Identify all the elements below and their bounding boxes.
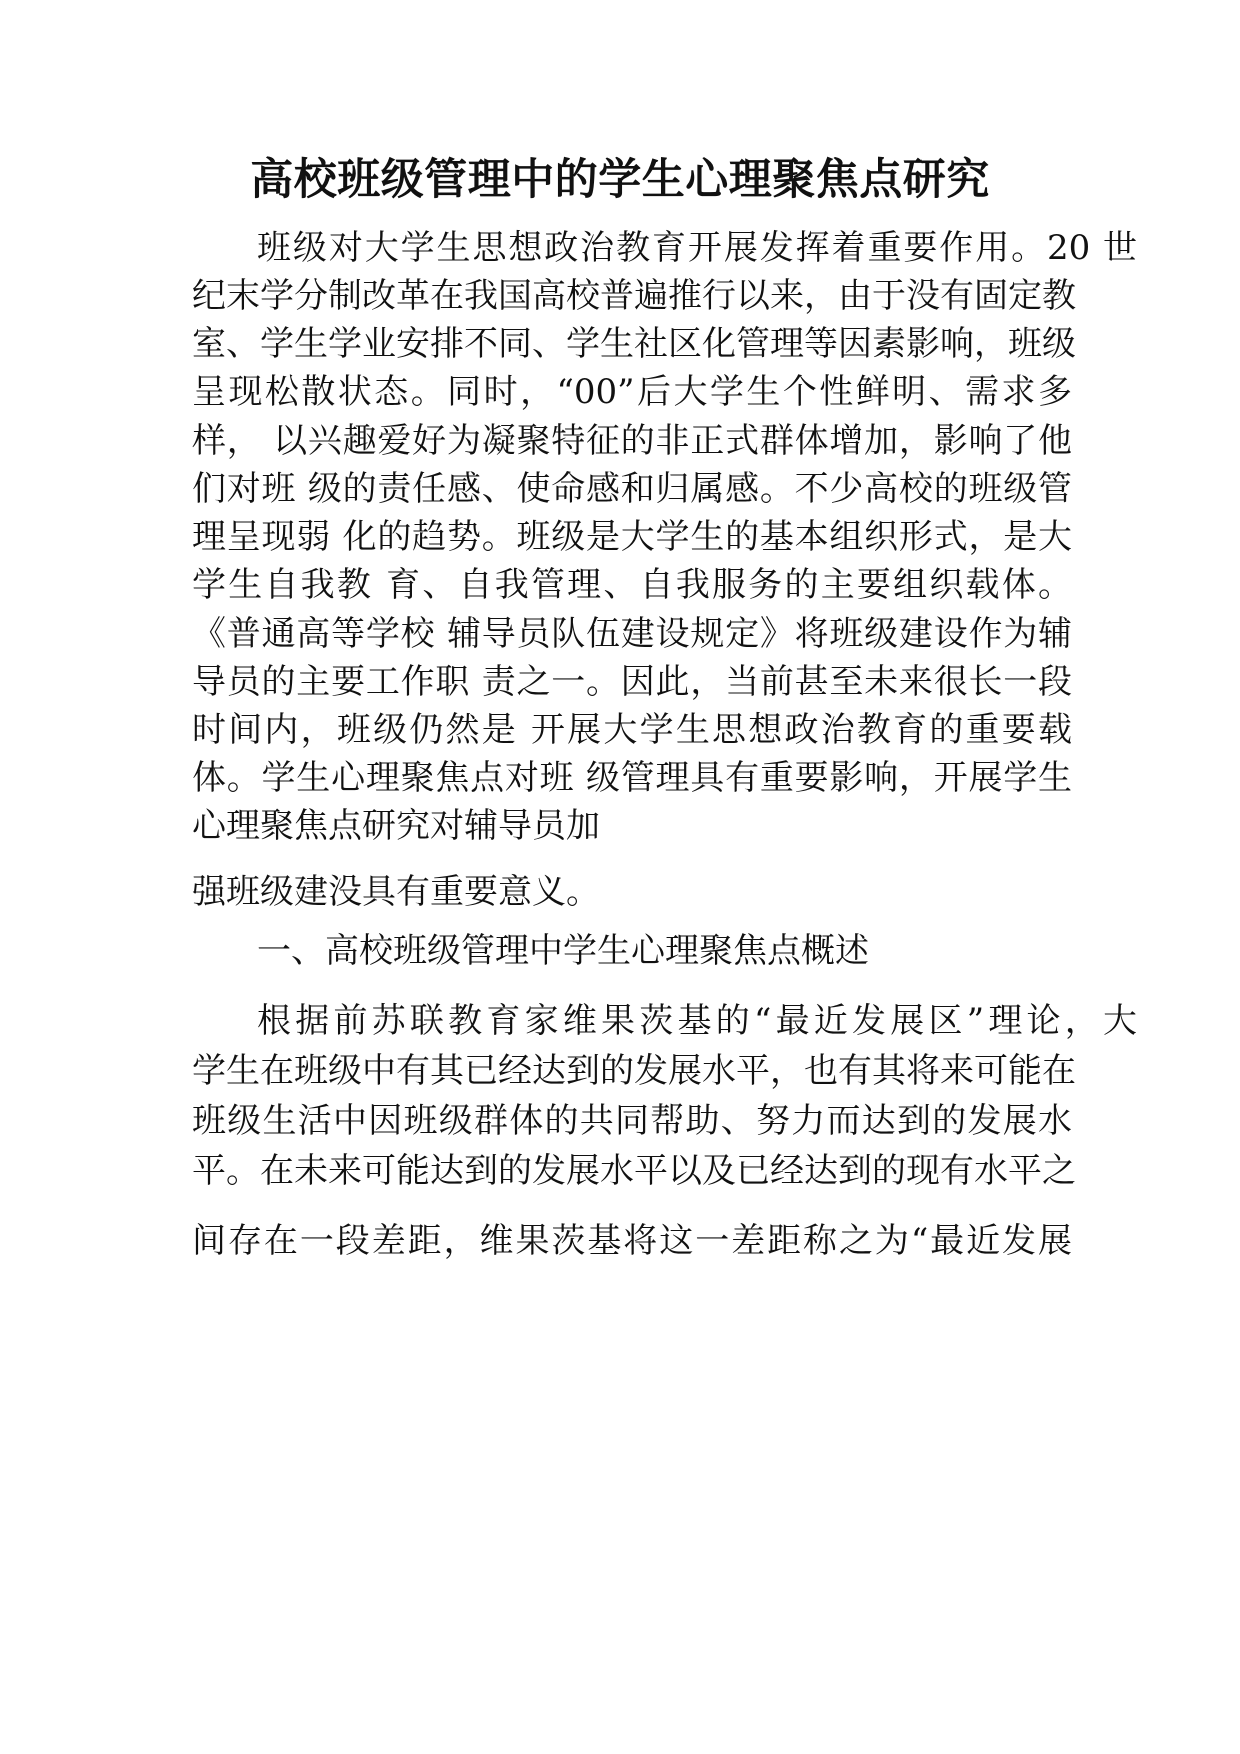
body-line: 时间内，班级仍然是 开展大学生思想政治教育的重要载 [192,710,1072,750]
body-line: 体。学生心理聚焦点对班 级管理具有重要影响，开展学生 [192,758,1072,798]
body-line: 间存在一段差距，维果茨基将这一差距称之为“最近发展 [192,1221,1072,1261]
body-line: 纪末学分制改革在我国高校普遍推行以来，由于没有固定教 [192,276,1076,316]
body-line: 班级对大学生思想政治教育开展发挥着重要作用。20 世 [257,228,1137,268]
body-line: 心理聚焦点研究对辅导员加 [192,806,600,846]
body-line: 《普通高等学校 辅导员队伍建设规定》将班级建设作为辅 [192,614,1072,654]
body-line: 班级生活中因班级群体的共同帮助、努力而达到的发展水 [192,1101,1072,1141]
body-line: 强班级建没具有重要意义。 [192,872,600,912]
body-line: 导员的主要工作职 责之一。因此，当前甚至未来很长一段 [192,662,1072,702]
body-line: 理呈现弱 化的趋势。班级是大学生的基本组织形式，是大 [192,517,1072,557]
body-line: 们对班 级的责任感、使命感和归属感。不少高校的班级管 [192,469,1072,509]
body-line: 室、学生学业安排不同、学生社区化管理等因素影响，班级 [192,324,1076,364]
section-heading: 一、高校班级管理中学生心理聚焦点概述 [257,931,869,971]
body-line: 样， 以兴趣爱好为凝聚特征的非正式群体增加，影响了他 [192,421,1072,461]
body-line: 根据前苏联教育家维果茨基的“最近发展区”理论，大 [257,1001,1137,1041]
body-line: 学生在班级中有其已经达到的发展水平，也有其将来可能在 [192,1051,1076,1091]
body-line: 呈现松散状态。同时，“00”后大学生个性鲜明、需求多 [192,372,1072,412]
body-line: 平。在未来可能达到的发展水平以及已经达到的现有水平之 [192,1151,1076,1191]
document-title: 高校班级管理中的学生心理聚焦点研究 [250,155,990,205]
body-line: 学生自我教 育、自我管理、自我服务的主要组织载体。 [192,565,1072,605]
